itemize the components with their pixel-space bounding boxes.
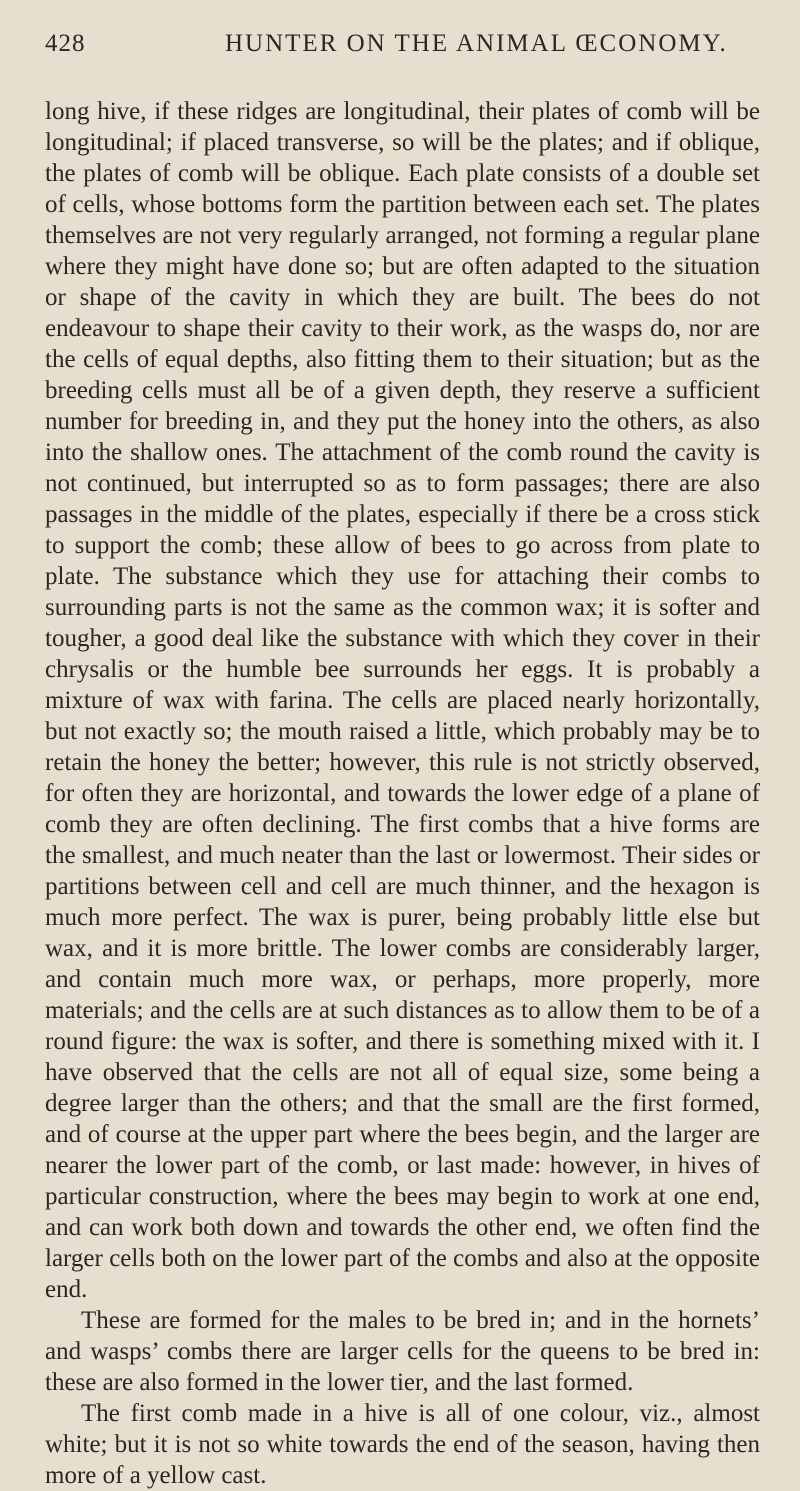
page-number: 428 xyxy=(45,30,86,57)
paragraph-1: long hive, if these ridges are longitudinal, their plates of comb will be longitudinal; if placed transverse, so will be the plates; and if oblique, the plates of comb will be oblique. Each plate consists of a double set of cells, whose bottoms form the partition between each set. The plates themselves are not very regularly arranged, not forming a regular plane where they might have done so; but are often adapted to the situation or shape of the cavity in which they are built. The bees do not endeavour to shape their cavity to their work, as the wasps do, nor are the cells of equal depths, also fitting them to their situation; but as the breeding cells must all be of a given depth, they reserve a sufficient number for breeding in, and they put the honey into the others, as also into the shallow ones. The attachment of the comb round the cavity is not continued, but interrupted so as to form passages; there are also passages in the middle of the plates, especially if there be a cross stick to support the comb; these allow of bees to go across from plate to plate. The substance which they use for attaching their combs to surrounding parts is not the same as the common wax; it is softer and tougher, a good deal like the substance with which they cover in their chrysalis or the humble bee surrounds her eggs. It is probably a mixture of wax with farina. The cells are placed nearly horizontally, but not exactly so; the mouth raised a little, which probably may be to retain the honey the better; however, this rule is not strictly observed, for often they are horizontal, and towards the lower edge of a plane of comb they are often declining. The first combs that a hive forms are the smallest, and much neater than the last or lowermost. Their sides or partitions between cell and cell are much thinner, and the hexagon is much more perfect. The wax is purer, being probably little else but wax, and it is more brittle. The lower combs are considerably larger, and contain much more wax, or perhaps, more properly, more materials; and the cells are at such distances as to allow them to be of a round figure: the wax is softer, and there is something mixed with it. I have observed that the cells are not all of equal size, some being a degree larger than the others; and that the small are the first formed, and of course at the upper part where the bees begin, and the larger are nearer the lower part of the comb, or last made: however, in hives of particular construction, where the bees may begin to work at one end, and can work both down and towards the other end, we often find the larger cells both on the lower part of the combs and also at the opposite end. xyxy=(45,98,760,1303)
page-header xyxy=(45,24,760,68)
body-text xyxy=(45,96,760,1491)
running-head: HUNTER ON THE ANIMAL ŒCONOMY. xyxy=(225,30,728,57)
paragraph-3: The first comb made in a hive is all of one colour, viz., almost white; but it is not so white towards the end of the season, having then more of a yellow cast. xyxy=(45,1400,760,1489)
paragraph-2: These are formed for the males to be bred in; and in the hornets’ and wasps’ combs there are larger cells for the queens to be bred in: these are also formed in the lower tier, and the last formed. xyxy=(45,1307,760,1396)
